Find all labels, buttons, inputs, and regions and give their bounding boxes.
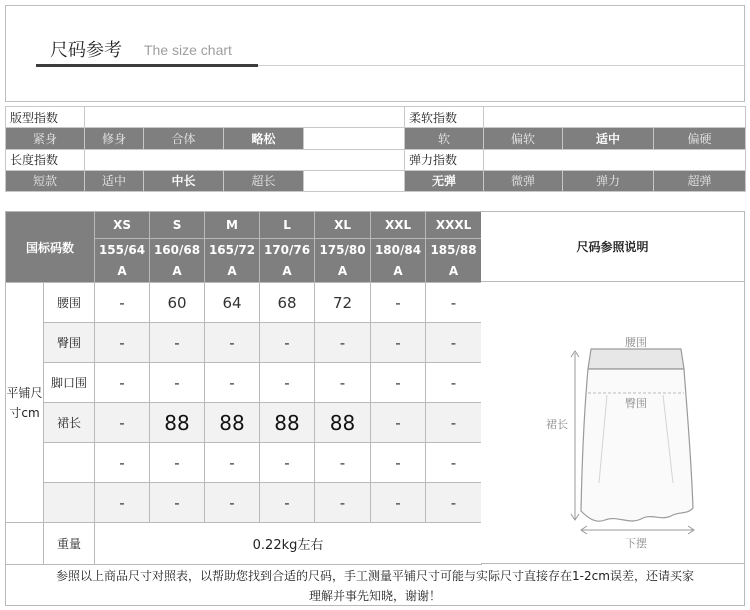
- size-value: -: [150, 483, 205, 523]
- measure-label-length: 裙长: [44, 403, 95, 443]
- size-value: -: [205, 363, 260, 403]
- measure-label-hip: 臀围: [44, 323, 95, 363]
- size-value: -: [260, 363, 315, 403]
- softness-index-label: 柔软指数: [405, 107, 484, 128]
- fit-option: 修身: [85, 128, 144, 149]
- title-divider: [258, 65, 746, 66]
- length-option: 短款: [6, 170, 85, 191]
- standard-header: 180/84A: [371, 239, 426, 283]
- size-value: -: [260, 483, 315, 523]
- standard-header: 185/88A: [426, 239, 482, 283]
- size-header: XS: [95, 212, 150, 239]
- weight-side-blank: [6, 523, 44, 565]
- diagram-title: 尺码参照说明: [481, 212, 744, 282]
- size-value: 64: [205, 283, 260, 323]
- elasticity-option: 超弹: [654, 170, 746, 191]
- size-value: -: [371, 323, 426, 363]
- title-en: The size chart: [144, 42, 232, 58]
- softness-option-selected: 适中: [563, 128, 654, 149]
- size-value: -: [426, 403, 482, 443]
- softness-option: 软: [405, 128, 484, 149]
- measure-label-empty: [44, 483, 95, 523]
- size-value: -: [426, 443, 482, 483]
- size-value: -: [426, 483, 482, 523]
- size-value: 88: [205, 403, 260, 443]
- length-index-spacer: [85, 149, 405, 170]
- size-header: M: [205, 212, 260, 239]
- measure-label-hem: 脚口围: [44, 363, 95, 403]
- size-value: -: [315, 323, 371, 363]
- size-header: XL: [315, 212, 371, 239]
- title-cn: 尺码参考: [50, 40, 122, 61]
- fit-option: 合体: [144, 128, 224, 149]
- title-underline: [36, 64, 258, 67]
- diagram-label-waist: 腰围: [625, 336, 647, 349]
- skirt-diagram: [481, 283, 744, 564]
- size-value: -: [315, 483, 371, 523]
- measure-label-waist: 腰围: [44, 283, 95, 323]
- size-value: -: [95, 283, 150, 323]
- size-value: -: [95, 483, 150, 523]
- elasticity-index-label: 弹力指数: [405, 149, 484, 170]
- diagram-label-hip: 臀围: [625, 397, 647, 410]
- elasticity-index-spacer: [484, 149, 746, 170]
- size-value: -: [371, 283, 426, 323]
- softness-index-spacer: [484, 107, 746, 128]
- fit-index-label: 版型指数: [6, 107, 85, 128]
- size-value: 68: [260, 283, 315, 323]
- skirt-waistband: [588, 349, 684, 369]
- weight-label: 重量: [44, 523, 95, 565]
- standard-header: 170/76A: [260, 239, 315, 283]
- size-value: -: [371, 443, 426, 483]
- length-option-selected: 中长: [144, 170, 224, 191]
- size-table: [5, 211, 482, 565]
- size-value: 60: [150, 283, 205, 323]
- skirt-body: [581, 369, 693, 521]
- length-option: 适中: [85, 170, 144, 191]
- length-option-blank: [304, 170, 405, 191]
- size-table-corner: 国标码数: [6, 212, 95, 283]
- size-value: 88: [150, 403, 205, 443]
- size-value: -: [95, 443, 150, 483]
- size-value: -: [426, 363, 482, 403]
- style-index-table: [5, 106, 746, 192]
- diagram-label-hem: 下摆: [625, 537, 647, 550]
- size-value: -: [315, 363, 371, 403]
- size-value: -: [205, 483, 260, 523]
- size-value: -: [95, 323, 150, 363]
- standard-header: 155/64A: [95, 239, 150, 283]
- fit-index-spacer: [85, 107, 405, 128]
- fit-option-blank: [304, 128, 405, 149]
- size-note-line-1: 参照以上商品尺寸对照表，以帮助您找到合适的尺码，手工测量平铺尺寸可能与实际尺寸直接存在1-2cm误差，还请买家: [56, 569, 694, 583]
- size-value: -: [95, 403, 150, 443]
- size-value: -: [426, 283, 482, 323]
- elasticity-option: 弹力: [563, 170, 654, 191]
- standard-header: 175/80A: [315, 239, 371, 283]
- size-value: -: [150, 443, 205, 483]
- fit-option: 紧身: [6, 128, 85, 149]
- size-value: 88: [260, 403, 315, 443]
- size-value: -: [371, 363, 426, 403]
- elasticity-option: 微弹: [484, 170, 563, 191]
- size-value: -: [371, 483, 426, 523]
- size-header: L: [260, 212, 315, 239]
- size-note-line-2: 理解并事先知晓，谢谢！: [308, 589, 441, 603]
- size-header: S: [150, 212, 205, 239]
- size-value: 72: [315, 283, 371, 323]
- size-header: XXL: [371, 212, 426, 239]
- length-option: 超长: [224, 170, 304, 191]
- size-value: -: [315, 443, 371, 483]
- size-value: -: [426, 323, 482, 363]
- weight-value: 0.22kg左右: [95, 523, 482, 565]
- flat-size-label: 平铺尺寸cm: [6, 283, 44, 523]
- fit-option-selected: 略松: [224, 128, 304, 149]
- softness-option: 偏硬: [654, 128, 746, 149]
- size-value: -: [150, 323, 205, 363]
- size-value: -: [205, 443, 260, 483]
- size-value: -: [95, 363, 150, 403]
- standard-header: 165/72A: [205, 239, 260, 283]
- elasticity-option-selected: 无弹: [405, 170, 484, 191]
- softness-option: 偏软: [484, 128, 563, 149]
- size-value: 88: [315, 403, 371, 443]
- length-index-label: 长度指数: [6, 149, 85, 170]
- size-diagram-panel: [481, 211, 745, 564]
- size-value: -: [260, 323, 315, 363]
- size-value: -: [371, 403, 426, 443]
- size-value: -: [150, 363, 205, 403]
- size-value: -: [260, 443, 315, 483]
- measure-label-empty: [44, 443, 95, 483]
- size-value: -: [205, 323, 260, 363]
- size-note-footer: [5, 564, 745, 606]
- diagram-label-length: 裙长: [546, 418, 568, 431]
- size-chart-header: [5, 5, 745, 102]
- standard-header: 160/68A: [150, 239, 205, 283]
- size-header: XXXL: [426, 212, 482, 239]
